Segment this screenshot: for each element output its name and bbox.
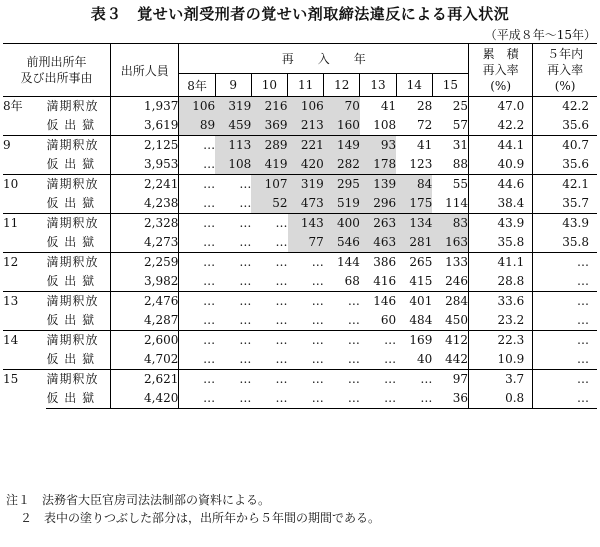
reentry-count: …	[215, 292, 251, 312]
released-count: 2,328	[111, 214, 179, 234]
reentry-count: …	[311, 352, 324, 366]
cumulative-rate: 10.9	[469, 350, 533, 370]
header-five-line2: 再入率	[547, 63, 584, 77]
reentry-count: …	[347, 352, 360, 366]
five-year-rate: 42.2	[533, 97, 597, 117]
five-year-rate: 35.7	[533, 194, 597, 214]
reentry-count: 133	[432, 253, 468, 273]
reentry-count: 55	[432, 175, 468, 195]
note-1: 注１ 法務省大臣官房司法法制部の資料による。	[6, 493, 271, 507]
reentry-count: 113	[215, 136, 251, 156]
reentry-count: 415	[409, 274, 433, 288]
header-prior-line2: 及び出所事由	[20, 71, 93, 85]
reentry-count: …	[311, 313, 324, 327]
release-type: 満期釈放	[46, 97, 110, 117]
reentry-count: …	[239, 274, 252, 288]
reentry-count: 106	[179, 97, 215, 117]
reentry-count: …	[179, 194, 215, 214]
five-year-rate: …	[533, 370, 597, 390]
reentry-count: 459	[215, 116, 251, 136]
reentry-count: 484	[409, 313, 433, 327]
table-row	[3, 311, 597, 331]
reentry-count: …	[275, 352, 288, 366]
release-year: 13	[3, 292, 46, 331]
reentry-count: 386	[360, 253, 396, 273]
released-count: 4,702	[111, 350, 179, 370]
reentry-count: 70	[324, 97, 360, 117]
reentry-count: …	[275, 274, 288, 288]
reentry-count: …	[324, 370, 360, 390]
reentry-count: …	[396, 389, 432, 409]
header-year-10: 10	[251, 74, 287, 97]
reentry-count: 144	[324, 253, 360, 273]
release-year: 9	[3, 136, 46, 175]
reentry-count: …	[288, 292, 324, 312]
reentry-count: …	[215, 331, 251, 351]
reentry-count: 519	[324, 194, 360, 214]
reentry-count: 52	[251, 194, 287, 214]
five-year-rate: …	[533, 331, 597, 351]
cumulative-rate: 40.9	[469, 155, 533, 175]
reentry-count: …	[215, 389, 251, 409]
header-cum-line3: (%)	[490, 79, 511, 93]
reentry-count: 265	[396, 253, 432, 273]
reentry-count: …	[288, 253, 324, 273]
reentry-count: 146	[360, 292, 396, 312]
reentry-count: 41	[396, 136, 432, 156]
reentry-count: …	[179, 272, 215, 292]
released-count: 3,953	[111, 155, 179, 175]
table-title: 表３ 覚せい剤受刑者の覚せい剤取締法違反による再入状況	[90, 5, 510, 23]
reentry-count: 57	[452, 118, 469, 132]
release-type: 満期釈放	[46, 331, 110, 351]
table-row	[3, 350, 597, 370]
cumulative-rate: 44.1	[469, 136, 533, 156]
reentry-count: 149	[324, 136, 360, 156]
header-year-15: 15	[432, 74, 468, 97]
release-type: 満期釈放	[46, 214, 110, 234]
reentry-count: …	[288, 331, 324, 351]
reentry-count: 178	[360, 155, 396, 175]
release-type: 仮 出 獄	[46, 389, 110, 409]
reentry-count: …	[215, 175, 251, 195]
reentry-count: 28	[396, 97, 432, 117]
reentry-count: 72	[417, 118, 433, 132]
reentry-count: …	[215, 214, 251, 234]
reentry-count: …	[275, 235, 288, 249]
table-row	[3, 214, 597, 234]
five-year-rate: …	[533, 311, 597, 331]
reentry-count: 163	[432, 233, 468, 253]
header-year-8: 8年	[179, 74, 215, 97]
reentry-count: …	[179, 155, 215, 175]
reentry-count: 107	[251, 175, 287, 195]
reentry-count: 83	[432, 214, 468, 234]
header-prior-release	[3, 44, 111, 97]
release-type: 満期釈放	[46, 370, 110, 390]
reentry-count: …	[179, 175, 215, 195]
cumulative-rate: 3.7	[469, 370, 533, 390]
header-year-11: 11	[288, 74, 324, 97]
reentry-count: …	[384, 352, 397, 366]
reentry-count: 134	[396, 214, 432, 234]
release-type: 満期釈放	[46, 253, 110, 273]
reentry-count: …	[179, 389, 215, 409]
release-year: 11	[3, 214, 46, 253]
released-count: 2,259	[111, 253, 179, 273]
five-year-rate: 40.7	[533, 136, 597, 156]
reentry-count: 416	[373, 274, 397, 288]
table-row	[3, 136, 597, 156]
reentry-count: …	[251, 389, 287, 409]
reentry-count: 401	[396, 292, 432, 312]
reentry-count: …	[179, 370, 215, 390]
release-type: 仮 出 獄	[46, 352, 96, 366]
release-year: 10	[3, 175, 46, 214]
reentry-count: …	[396, 370, 432, 390]
header-cumulative-rate	[469, 44, 533, 97]
five-year-rate: 42.1	[533, 175, 597, 195]
release-year: 8年	[3, 97, 46, 136]
table-body	[3, 97, 597, 409]
header-five-line3: (%)	[554, 79, 576, 93]
table-row	[3, 116, 597, 136]
reentry-count: …	[288, 389, 324, 409]
table-row	[3, 97, 597, 117]
reentry-count: 412	[432, 331, 468, 351]
cumulative-rate: 35.8	[469, 233, 533, 253]
table-row	[3, 253, 597, 273]
cumulative-rate: 22.3	[469, 331, 533, 351]
header-five-line1: ５年内	[547, 47, 584, 61]
reentry-count: …	[347, 313, 360, 327]
reentry-count: 77	[288, 233, 324, 253]
table-row	[3, 175, 597, 195]
reentry-count: …	[288, 370, 324, 390]
reentry-count: 263	[360, 214, 396, 234]
reentry-count: …	[215, 253, 251, 273]
released-count: 3,982	[111, 272, 179, 292]
header-five-year-rate	[533, 44, 597, 97]
note-2: ２ 表中の塗りつぶした部分は，出所年から５年間の期間である。	[20, 511, 381, 525]
reentry-count: 213	[288, 116, 324, 136]
reentry-count: 246	[445, 274, 469, 288]
header-released: 出所人員	[111, 44, 179, 97]
reentry-count: 284	[432, 292, 468, 312]
reentry-count: 216	[251, 97, 287, 117]
cumulative-rate: 43.9	[469, 214, 533, 234]
reentry-count: …	[179, 253, 215, 273]
reentry-count: 25	[432, 97, 468, 117]
reentry-count: 139	[360, 175, 396, 195]
reentry-count: 463	[360, 233, 396, 253]
cumulative-rate: 44.6	[469, 175, 533, 195]
reentry-count: …	[239, 352, 252, 366]
release-type: 仮 出 獄	[46, 196, 96, 210]
reentry-count: 319	[215, 97, 251, 117]
reentry-count: …	[324, 389, 360, 409]
release-type: 仮 出 獄	[46, 118, 96, 132]
reentry-count: 450	[445, 313, 469, 327]
reentry-count: 88	[452, 157, 469, 171]
reentry-count: …	[179, 214, 215, 234]
reentry-count: 369	[251, 116, 287, 136]
reentry-count: …	[179, 292, 215, 312]
cumulative-rate: 41.1	[469, 253, 533, 273]
released-count: 4,420	[111, 389, 179, 409]
header-cum-line2: 再入率	[482, 63, 519, 77]
reentry-count: …	[239, 313, 252, 327]
release-year: 12	[3, 253, 46, 292]
header-year-9: 9	[215, 74, 251, 97]
release-type: 仮 出 獄	[46, 235, 96, 249]
release-type: 仮 出 獄	[46, 274, 96, 288]
five-year-rate: …	[533, 389, 597, 409]
table-row	[3, 155, 597, 175]
released-count: 2,621	[111, 370, 179, 390]
header-year-12: 12	[324, 74, 360, 97]
released-count: 4,238	[111, 194, 179, 214]
cumulative-rate: 0.8	[469, 389, 533, 409]
reentry-count: 546	[324, 233, 360, 253]
reentry-count: 169	[396, 331, 432, 351]
five-year-rate: 35.6	[533, 155, 597, 175]
five-year-rate: …	[533, 350, 597, 370]
reentry-count: 41	[360, 97, 396, 117]
five-year-rate: …	[533, 253, 597, 273]
released-count: 2,476	[111, 292, 179, 312]
reentry-count: …	[179, 233, 215, 253]
release-year: 15	[3, 370, 46, 409]
header-year-13: 13	[360, 74, 396, 97]
period-label: （平成８年～15年）	[484, 28, 596, 42]
table-row	[3, 331, 597, 351]
reentry-count: …	[251, 370, 287, 390]
reentry-count: 289	[251, 136, 287, 156]
release-type: 満期釈放	[46, 292, 110, 312]
table-row	[3, 233, 597, 253]
release-type: 仮 出 獄	[46, 313, 96, 327]
released-count: 2,125	[111, 136, 179, 156]
released-count: 1,937	[111, 97, 179, 117]
reentry-count: …	[360, 331, 396, 351]
reentry-count: 221	[288, 136, 324, 156]
reentry-count: …	[324, 331, 360, 351]
reentry-count: 473	[288, 194, 324, 214]
five-year-rate: 43.9	[533, 214, 597, 234]
header-reentry-year: 再 入 年	[179, 44, 469, 74]
released-count: 4,273	[111, 233, 179, 253]
cumulative-rate: 23.2	[469, 311, 533, 331]
released-count: 2,241	[111, 175, 179, 195]
reentry-count: …	[179, 311, 215, 331]
released-count: 4,287	[111, 311, 179, 331]
reentry-count: …	[239, 235, 252, 249]
reentry-count: …	[239, 196, 252, 210]
reentry-count: 68	[344, 274, 360, 288]
table-row	[3, 389, 597, 409]
reentry-count: …	[275, 313, 288, 327]
reentry-count: …	[360, 370, 396, 390]
reentry-count: 108	[373, 118, 397, 132]
reentry-count: 123	[409, 157, 433, 171]
release-type: 満期釈放	[46, 175, 110, 195]
five-year-rate: 35.8	[533, 233, 597, 253]
reentry-count: 419	[251, 155, 287, 175]
reentry-count: 40	[417, 352, 433, 366]
reentry-count: …	[324, 292, 360, 312]
notes	[6, 491, 380, 527]
reentry-count: 175	[396, 194, 432, 214]
reentry-count: 160	[324, 116, 360, 136]
reentry-count: …	[251, 292, 287, 312]
header-year-14: 14	[396, 74, 432, 97]
reentry-count: 108	[215, 155, 251, 175]
release-type: 仮 出 獄	[46, 157, 96, 171]
table-row	[3, 194, 597, 214]
reentry-count: 97	[432, 370, 468, 390]
cumulative-rate: 28.8	[469, 272, 533, 292]
reentry-count: 93	[360, 136, 396, 156]
table-row	[3, 272, 597, 292]
reentry-count: …	[251, 253, 287, 273]
release-year: 14	[3, 331, 46, 370]
reentry-count: 143	[288, 214, 324, 234]
reentry-count: 420	[288, 155, 324, 175]
table-row	[3, 370, 597, 390]
release-type: 満期釈放	[46, 136, 110, 156]
reentry-count: 60	[380, 313, 397, 327]
reentry-count: …	[179, 136, 215, 156]
reentry-count: …	[179, 331, 215, 351]
five-year-rate: …	[533, 292, 597, 312]
reentry-count: 89	[179, 116, 215, 136]
cumulative-rate: 33.6	[469, 292, 533, 312]
reentry-count: 442	[445, 352, 469, 366]
reentry-count: 84	[396, 175, 432, 195]
reentry-count: 114	[445, 196, 469, 210]
reentry-count: 31	[432, 136, 468, 156]
five-year-rate: …	[533, 272, 597, 292]
table-row	[3, 292, 597, 312]
reentry-table	[3, 43, 597, 409]
reentry-count: 106	[288, 97, 324, 117]
reentry-count: 295	[324, 175, 360, 195]
reentry-count: 296	[360, 194, 396, 214]
reentry-count: …	[251, 331, 287, 351]
released-count: 2,600	[111, 331, 179, 351]
cumulative-rate: 38.4	[469, 194, 533, 214]
reentry-count: …	[311, 274, 324, 288]
reentry-count: …	[179, 350, 215, 370]
released-count: 3,619	[111, 116, 179, 136]
reentry-count: 36	[432, 389, 468, 409]
five-year-rate: 35.6	[533, 116, 597, 136]
header-prior-line1: 前刑出所年	[26, 55, 87, 69]
reentry-count: …	[360, 389, 396, 409]
reentry-count: 281	[396, 233, 432, 253]
cumulative-rate: 47.0	[469, 97, 533, 117]
reentry-count: …	[251, 214, 287, 234]
reentry-count: 282	[324, 155, 360, 175]
reentry-count: 400	[324, 214, 360, 234]
reentry-count: 319	[288, 175, 324, 195]
reentry-count: …	[215, 370, 251, 390]
cumulative-rate: 42.2	[469, 116, 533, 136]
header-cum-line1: 累 積	[482, 47, 519, 61]
